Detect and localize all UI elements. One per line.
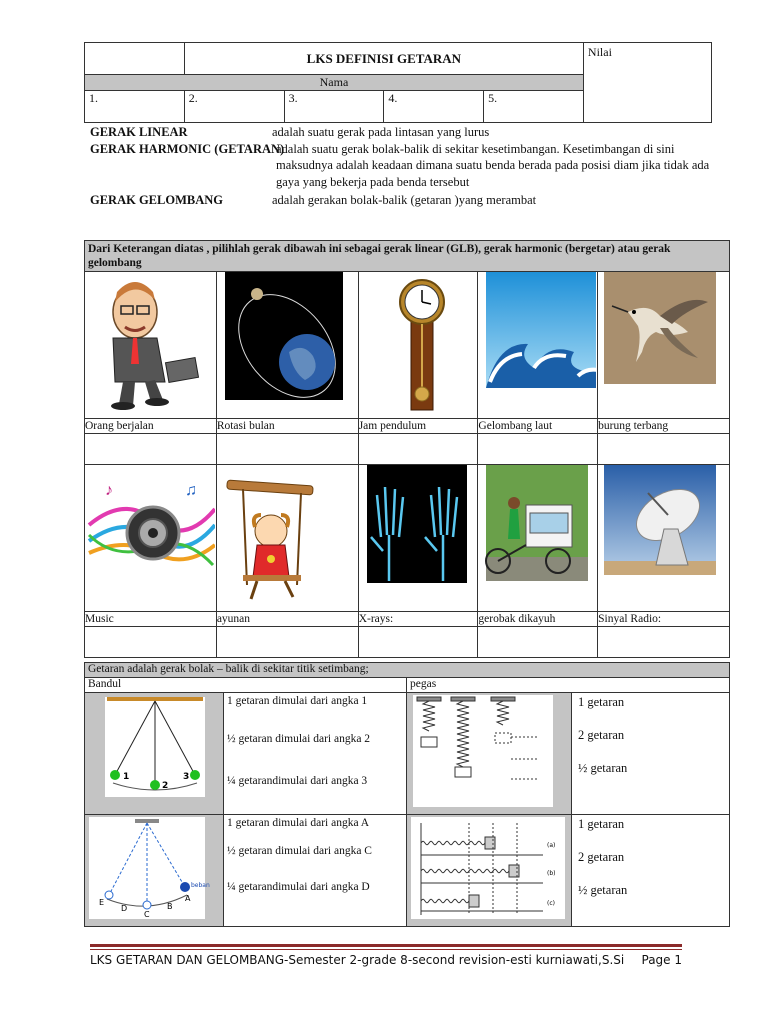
page-footer	[90, 944, 682, 967]
radio-dish-icon	[598, 465, 728, 607]
term-wave: GERAK GELOMBANG	[90, 193, 223, 207]
pendulum-text-a: 1 getaran dimulai dari angka A	[227, 817, 370, 829]
svg-text:♫: ♫	[185, 482, 197, 499]
number-cell-5[interactable]: 5.	[484, 91, 584, 123]
caption-swing: ayunan	[216, 612, 358, 627]
number-cell-2[interactable]: 2.	[184, 91, 284, 123]
answer-cell-music[interactable]	[85, 627, 217, 658]
pendulum-texts-2	[224, 815, 407, 927]
pendulum-text-2: ½ getaran dimulai dari angka 2	[227, 733, 371, 745]
spring-diagram-2	[407, 815, 572, 927]
pendulum-label-c: C	[144, 910, 150, 919]
blank-cell	[85, 43, 185, 75]
footer-text: LKS GETARAN DAN GELOMBANG-Semester 2-grade 8-second revision-esti kurniawati,S.Si	[90, 953, 625, 967]
swing-girl-icon	[217, 465, 357, 607]
xray-hands-icon	[359, 465, 477, 607]
caption-xray: X-rays:	[358, 612, 478, 627]
term-linear: GERAK LINEAR	[90, 125, 188, 139]
pendulum-texts-1	[224, 693, 407, 815]
pendulum-label-beban: beban	[191, 882, 210, 889]
pendulum-text-d: ¼ getarandimulai dari angka D	[227, 881, 370, 893]
bandul-label: Bandul	[85, 678, 407, 693]
image-swing	[216, 465, 358, 612]
music-speaker-icon	[85, 465, 215, 607]
pendulum-diagram-icon	[85, 693, 223, 811]
caption-bird: burung terbang	[598, 419, 730, 434]
spring-diagram-1	[407, 693, 572, 815]
answer-cell-wave[interactable]	[478, 434, 598, 465]
page-number: Page 1	[641, 953, 682, 967]
definition-wave	[90, 192, 710, 209]
pendulum-label-2: 2	[162, 781, 169, 791]
image-radio-dish	[598, 465, 730, 612]
pendulum-label-e: E	[99, 898, 105, 907]
desc-linear: adalah suatu gerak pada lintasan yang lurus	[272, 125, 490, 139]
spring-label-a: (a)	[547, 842, 556, 849]
caption-cart: gerobak dikayuh	[478, 612, 598, 627]
answer-cell-radio[interactable]	[598, 627, 730, 658]
pendulum-text-c: ½ getaran dimulai dari angka C	[227, 845, 372, 857]
definition-harmonic	[90, 141, 710, 191]
definition-linear	[90, 124, 710, 141]
spring-label-c: (c)	[547, 900, 555, 907]
oscillation-heading: Getaran adalah gerak bolak – balik di sekitar titik setimbang;	[85, 663, 730, 678]
answer-cell-clock[interactable]	[358, 434, 478, 465]
answer-1-two: 2 getaran	[578, 728, 625, 742]
answer-cell-walking[interactable]	[85, 434, 217, 465]
answer-cell-bird[interactable]	[598, 434, 730, 465]
image-music	[85, 465, 217, 612]
pendulum-label-b: B	[167, 902, 173, 911]
image-cart-bike	[478, 465, 598, 612]
answer-cell-swing[interactable]	[216, 627, 358, 658]
image-pendulum-clock	[358, 272, 478, 419]
caption-walking: Orang berjalan	[85, 419, 217, 434]
oscillation-table	[84, 662, 730, 927]
footer-divider	[90, 944, 682, 950]
image-hummingbird	[598, 272, 730, 419]
cart-bike-icon	[478, 465, 596, 607]
pendulum-text-1: 1 getaran dimulai dari angka 1	[227, 695, 368, 707]
answer-cell-moon[interactable]	[216, 434, 358, 465]
moon-orbit-icon	[217, 272, 357, 414]
number-cell-4[interactable]: 4.	[384, 91, 484, 123]
vertical-spring-icon	[407, 693, 571, 811]
term-harmonic: GERAK HARMONIC (GETARAN)	[90, 141, 285, 156]
nilai-label: Nilai	[583, 43, 711, 123]
image-xray	[358, 465, 478, 612]
answers-1	[572, 693, 730, 815]
number-cell-1[interactable]: 1.	[85, 91, 185, 123]
pendulum-diagram-1	[85, 693, 224, 815]
spring-label-b: (b)	[547, 870, 556, 877]
pendulum-abc-icon	[85, 815, 223, 923]
caption-moon: Rotasi bulan	[216, 419, 358, 434]
hummingbird-icon	[598, 272, 728, 414]
answers-2	[572, 815, 730, 927]
sea-wave-icon	[478, 272, 596, 414]
image-sea-wave	[478, 272, 598, 419]
header-table	[84, 42, 712, 123]
definitions	[90, 124, 710, 209]
pendulum-text-3: ¼ getarandimulai dari angka 3	[227, 775, 368, 787]
answer-1-full: 1 getaran	[578, 695, 625, 709]
desc-wave: adalah gerakan bolak-balik (getaran )yang merambat	[272, 193, 537, 207]
caption-wave: Gelombang laut	[478, 419, 598, 434]
pendulum-clock-icon	[359, 272, 477, 414]
pendulum-label-1: 1	[123, 772, 130, 782]
caption-music: Music	[85, 612, 217, 627]
page-title: LKS DEFINISI GETARAN	[184, 43, 583, 75]
answer-2-two: 2 getaran	[578, 850, 625, 864]
answer-cell-cart[interactable]	[478, 627, 598, 658]
nama-label: Nama	[85, 75, 584, 91]
image-moon-orbit	[216, 272, 358, 419]
image-walking-man	[85, 272, 217, 419]
answer-2-half: ½ getaran	[578, 883, 628, 897]
svg-text:♪: ♪	[105, 482, 113, 499]
horizontal-spring-icon	[407, 815, 571, 923]
caption-clock: Jam pendulum	[358, 419, 478, 434]
motion-grid	[84, 240, 730, 658]
desc-harmonic: adalah suatu gerak bolak-balik di sekitar kesetimbangan. Kesetimbangan di sini maksudnya adalah keadaan dimana suatu benda berada pada posisi diam jika tidak ada gaya yang bekerja pada benda tersebut	[276, 141, 710, 189]
walking-man-icon	[85, 272, 215, 414]
pendulum-label-d: D	[121, 904, 128, 913]
answer-cell-xray[interactable]	[358, 627, 478, 658]
answer-2-full: 1 getaran	[578, 817, 625, 831]
number-cell-3[interactable]: 3.	[284, 91, 384, 123]
caption-radio: Sinyal Radio:	[598, 612, 730, 627]
pendulum-label-a: A	[185, 894, 191, 903]
pendulum-label-3: 3	[183, 772, 190, 782]
pendulum-diagram-2	[85, 815, 224, 927]
instruction-text: Dari Keterangan diatas , pilihlah gerak dibawah ini sebagai gerak linear (GLB), gerak harmonic (bergetar) atau gerak gelombang	[85, 241, 730, 272]
answer-1-half: ½ getaran	[578, 761, 628, 775]
pegas-label: pegas	[407, 678, 730, 693]
